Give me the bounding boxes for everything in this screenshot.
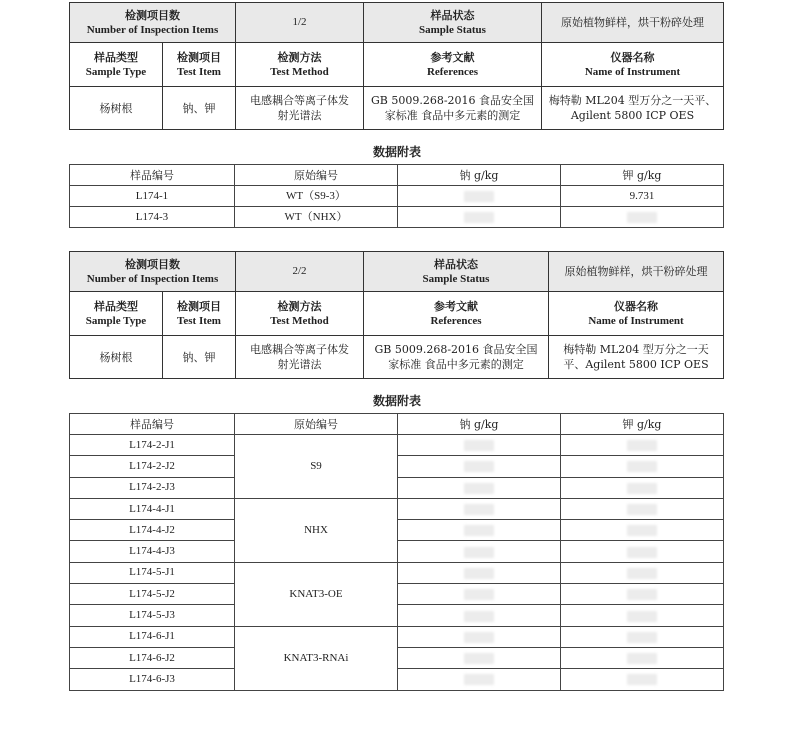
potassium-value-redacted: [561, 626, 724, 647]
redaction-blur: [627, 525, 657, 536]
sample-id: L174-4-J1: [70, 498, 235, 519]
potassium-value-redacted: [561, 477, 724, 498]
header-references: 参考文献 References: [364, 43, 542, 87]
redaction-blur: [464, 461, 494, 472]
redaction-blur: [627, 653, 657, 664]
references-value: GB 5009.268-2016 食品安全国 家标准 食品中多元素的测定: [364, 336, 549, 379]
items-count-value: 2/2: [236, 252, 364, 292]
redaction-blur: [627, 461, 657, 472]
potassium-value-redacted: [561, 520, 724, 541]
items-count-value: 1/2: [236, 3, 364, 43]
data-table-caption-1: 数据附表: [372, 145, 421, 159]
sodium-value-redacted: [398, 562, 561, 583]
potassium-value-redacted: [561, 456, 724, 477]
sodium-value-redacted: [398, 605, 561, 626]
redaction-blur: [627, 504, 657, 515]
table-row: [70, 207, 724, 228]
sodium-value-redacted: [398, 186, 561, 207]
sample-id: L174-1: [70, 186, 235, 207]
sodium-value-redacted: [398, 477, 561, 498]
redaction-blur: [627, 674, 657, 685]
sodium-value-redacted: [398, 541, 561, 562]
col-sample-id: 样品编号: [70, 414, 235, 435]
col-sodium: 钠 g/kg: [398, 414, 561, 435]
redaction-blur: [464, 504, 494, 515]
original-id: S9: [235, 435, 398, 499]
header-instrument: 仪器名称 Name of Instrument: [542, 43, 724, 87]
header-test-item: 检测项目 Test Item: [163, 292, 236, 336]
sample-type-value: 杨树根: [70, 87, 163, 130]
potassium-value-redacted: [561, 605, 724, 626]
sample-id: L174-5-J2: [70, 584, 235, 605]
sodium-value-redacted: [398, 498, 561, 519]
sample-id: L174-2-J1: [70, 435, 235, 456]
header-references: 参考文献 References: [364, 292, 549, 336]
redaction-blur: [464, 483, 494, 494]
redaction-blur: [627, 440, 657, 451]
table-row: [70, 186, 724, 207]
header-sample-type: 样品类型 Sample Type: [70, 43, 163, 87]
items-count-label: 检测项目数 Number of Inspection Items: [70, 3, 236, 43]
redaction-blur: [464, 653, 494, 664]
instrument-value: 梅特勒 ML204 型万分之一天 平、Agilent 5800 ICP OES: [549, 336, 724, 379]
col-sodium: 钠 g/kg: [398, 165, 561, 186]
sample-status-value: 原始植物鲜样，烘干粉碎处理: [542, 3, 724, 43]
sample-id: L174-6-J2: [70, 647, 235, 668]
potassium-value: 9.731: [561, 186, 724, 207]
header-test-item: 检测项目 Test Item: [163, 43, 236, 87]
original-id: WT（NHX）: [235, 207, 398, 228]
data-table-2-header: [70, 414, 724, 435]
sample-status-value: 原始植物鲜样，烘干粉碎处理: [549, 252, 724, 292]
table-row: [70, 498, 724, 519]
redaction-blur: [464, 632, 494, 643]
sample-status-label: 样品状态 Sample Status: [364, 3, 542, 43]
sample-type-value: 杨树根: [70, 336, 163, 379]
sample-id: L174-6-J3: [70, 669, 235, 690]
original-id: WT（S9-3）: [235, 186, 398, 207]
header-test-method: 检测方法 Test Method: [236, 43, 364, 87]
col-potassium: 钾 g/kg: [561, 165, 724, 186]
redaction-blur: [464, 547, 494, 558]
original-id: NHX: [235, 498, 398, 562]
redaction-blur: [627, 632, 657, 643]
sample-status-label: 样品状态 Sample Status: [364, 252, 549, 292]
sodium-value-redacted: [398, 647, 561, 668]
table-row: [70, 435, 724, 456]
potassium-value-redacted: [561, 562, 724, 583]
potassium-value-redacted: [561, 541, 724, 562]
original-id: KNAT3-RNAi: [235, 626, 398, 690]
header-test-method: 检测方法 Test Method: [236, 292, 364, 336]
test-item-value: 钠、钾: [163, 336, 236, 379]
data-table-1: [69, 164, 724, 228]
redaction-blur: [627, 547, 657, 558]
table-row: [70, 562, 724, 583]
potassium-value-redacted: [561, 498, 724, 519]
data-table-caption-2: 数据附表: [372, 394, 421, 408]
instrument-value: 梅特勒 ML204 型万分之一天平、 Agilent 5800 ICP OES: [542, 87, 724, 130]
redaction-blur: [464, 525, 494, 536]
redaction-blur: [627, 568, 657, 579]
sodium-value-redacted: [398, 207, 561, 228]
redaction-blur: [627, 611, 657, 622]
redaction-blur: [627, 589, 657, 600]
redaction-blur: [464, 568, 494, 579]
sample-id: L174-4-J2: [70, 520, 235, 541]
potassium-value-redacted: [561, 647, 724, 668]
col-sample-id: 样品编号: [70, 165, 235, 186]
info-table-2: [69, 251, 724, 379]
sodium-value-redacted: [398, 669, 561, 690]
test-method-value: 电感耦合等离子体发 射光谱法: [236, 336, 364, 379]
data-table-1-header: [70, 165, 724, 186]
potassium-value-redacted: [561, 584, 724, 605]
sodium-value-redacted: [398, 626, 561, 647]
sample-id: L174-5-J3: [70, 605, 235, 626]
sodium-value-redacted: [398, 520, 561, 541]
redaction-blur: [464, 440, 494, 451]
header-sample-type: 样品类型 Sample Type: [70, 292, 163, 336]
test-method-value: 电感耦合等离子体发 射光谱法: [236, 87, 364, 130]
sample-id: L174-5-J1: [70, 562, 235, 583]
table-row: [70, 626, 724, 647]
sodium-value-redacted: [398, 456, 561, 477]
potassium-value-redacted: [561, 435, 724, 456]
references-value: GB 5009.268-2016 食品安全国 家标准 食品中多元素的测定: [364, 87, 542, 130]
test-item-value: 钠、钾: [163, 87, 236, 130]
header-instrument: 仪器名称 Name of Instrument: [549, 292, 724, 336]
info-table-1: [69, 2, 724, 130]
redaction-blur: [464, 611, 494, 622]
sample-id: L174-4-J3: [70, 541, 235, 562]
potassium-value-redacted: [561, 669, 724, 690]
sodium-value-redacted: [398, 584, 561, 605]
col-original-id: 原始编号: [235, 165, 398, 186]
data-table-2: [69, 413, 724, 691]
col-potassium: 钾 g/kg: [561, 414, 724, 435]
redaction-blur: [464, 589, 494, 600]
redaction-blur: [627, 483, 657, 494]
original-id: KNAT3-OE: [235, 562, 398, 626]
sodium-value-redacted: [398, 435, 561, 456]
col-original-id: 原始编号: [235, 414, 398, 435]
sample-id: L174-3: [70, 207, 235, 228]
sample-id: L174-6-J1: [70, 626, 235, 647]
sample-id: L174-2-J3: [70, 477, 235, 498]
items-count-label: 检测项目数 Number of Inspection Items: [70, 252, 236, 292]
potassium-value-redacted: [561, 207, 724, 228]
redaction-blur: [464, 674, 494, 685]
sample-id: L174-2-J2: [70, 456, 235, 477]
